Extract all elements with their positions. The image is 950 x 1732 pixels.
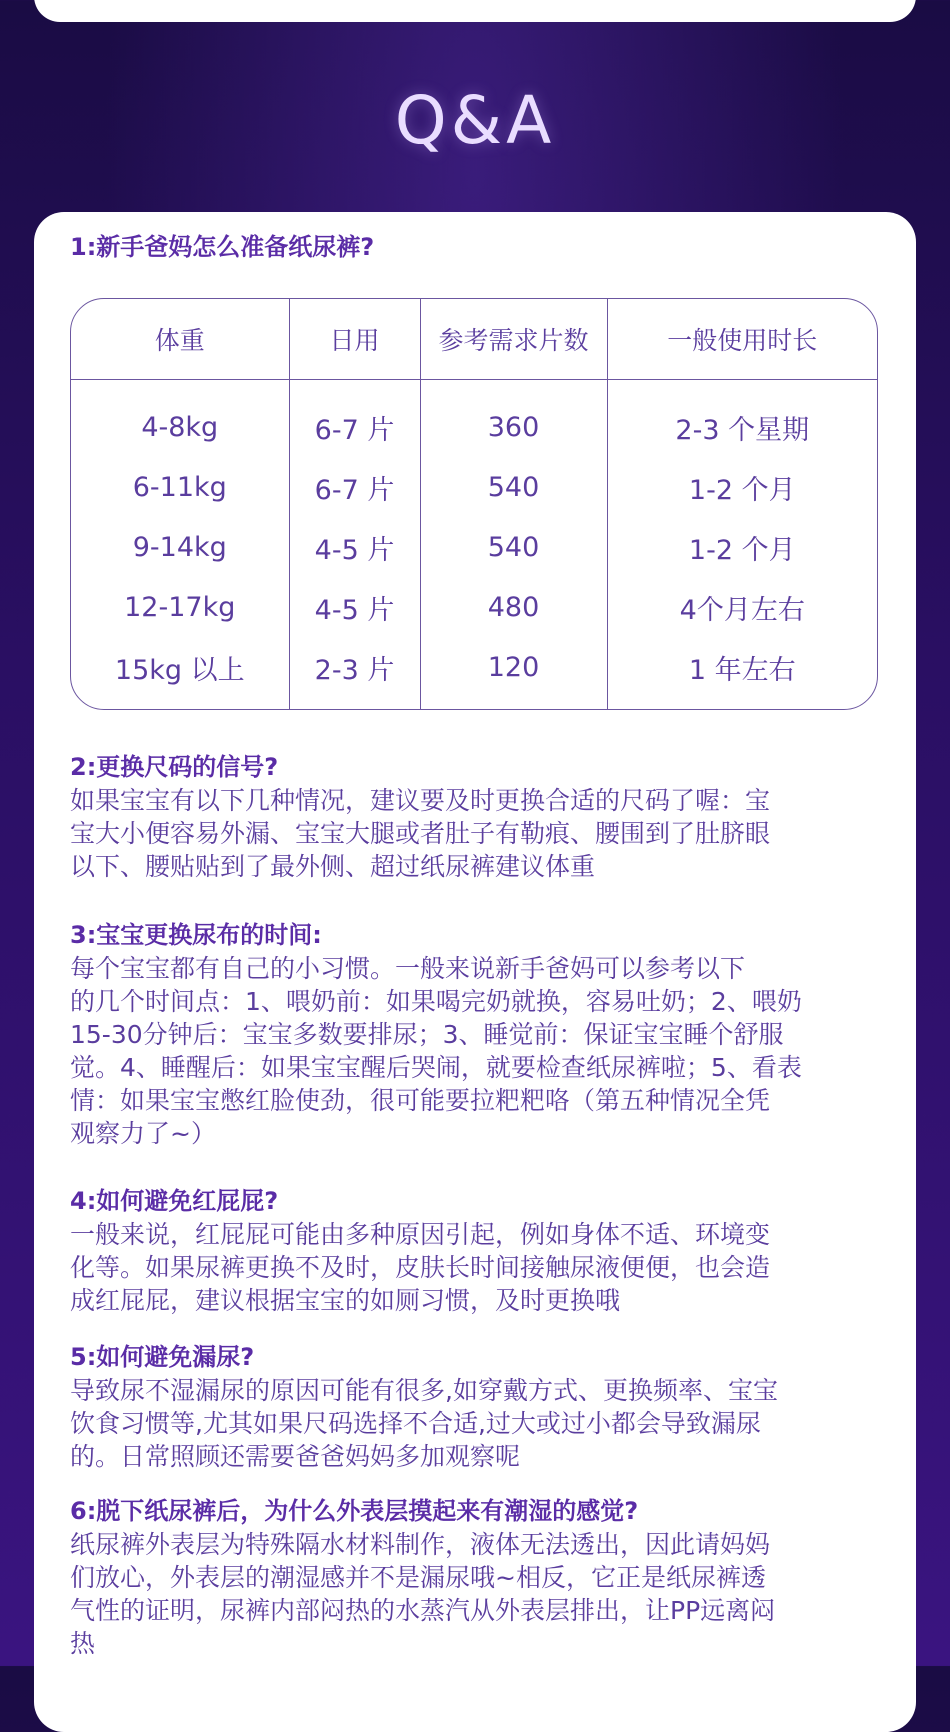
q1-section [70, 230, 880, 264]
q4-line: 成红屁屁，建议根据宝宝的如厕习惯，及时更换哦 [70, 1286, 621, 1315]
q6-section [70, 1494, 880, 1660]
q3-line: 每个宝宝都有自己的小习惯。一般来说新手爸妈可以参考以下 [70, 954, 746, 983]
header-count: 参考需求片数 [420, 299, 607, 380]
q6-line: 热 [70, 1629, 96, 1658]
q3-line: 的几个时间点：1、喂奶前：如果喝完奶就换，容易吐奶；2、喂奶 [70, 987, 802, 1016]
header-daily: 日用 [289, 299, 420, 380]
q3-line: 15-30分钟后：宝宝多数要排尿；3、睡觉前：保证宝宝睡个舒服 [70, 1020, 784, 1049]
q6-heading: 6:脱下纸尿裤后，为什么外表层摸起来有潮湿的感觉? [70, 1497, 639, 1525]
qa-title: Q&A [394, 82, 556, 159]
q2-line: 宝大小便容易外漏、宝宝大腿或者肚子有勒痕、腰围到了肚脐眼 [70, 819, 771, 848]
cell-daily: 2-3 片 [289, 638, 420, 709]
cell-count: 120 [420, 638, 607, 709]
q4-line: 化等。如果尿裤更换不及时，皮肤长时间接触尿液便便，也会造 [70, 1253, 771, 1282]
cell-weight: 6-11kg [71, 457, 289, 517]
q3-section [70, 918, 880, 1150]
q2-line: 以下、腰贴贴到了最外侧、超过纸尿裤建议体重 [70, 852, 596, 881]
q5-line: 饮食习惯等,尤其如果尺码选择不合适,过大或过小都会导致漏尿 [70, 1409, 761, 1438]
cell-count: 540 [420, 457, 607, 517]
cell-daily: 6-7 片 [289, 380, 420, 458]
cell-count: 540 [420, 518, 607, 578]
table-header-row [71, 299, 877, 380]
cell-duration: 1-2 个月 [688, 474, 796, 506]
q5-section [70, 1340, 880, 1473]
diaper-table [70, 298, 878, 710]
top-card [34, 0, 916, 22]
cell-duration: 1-2 个月 [688, 535, 796, 567]
q6-line: 纸尿裤外表层为特殊隔水材料制作，液体无法透出，因此请妈妈 [70, 1530, 771, 1559]
table-row [71, 638, 877, 709]
q3-line: 觉。4、睡醒后：如果宝宝醒后哭闹，就要检查纸尿裤啦；5、看表 [70, 1053, 802, 1082]
q6-line: 们放心，外表层的潮湿感并不是漏尿哦~相反，它正是纸尿裤透 [70, 1563, 766, 1592]
cell-count: 360 [420, 380, 607, 458]
q2-line: 如果宝宝有以下几种情况，建议要及时更换合适的尺码了喔：宝 [70, 786, 771, 815]
cell-duration: 4个月左右 [679, 595, 805, 627]
q3-heading: 3:宝宝更换尿布的时间: [70, 921, 322, 949]
q5-line: 的。日常照顾还需要爸爸妈妈多加观察呢 [70, 1442, 521, 1471]
cell-weight: 15kg 以上 [71, 638, 289, 709]
q4-section [70, 1184, 880, 1317]
q4-heading: 4:如何避免红屁屁? [70, 1187, 279, 1215]
table-row [71, 457, 877, 517]
cell-weight: 12-17kg [71, 578, 289, 638]
cell-daily: 4-5 片 [289, 578, 420, 638]
table-row [71, 578, 877, 638]
cell-duration: 1 年左右 [688, 655, 796, 687]
header-duration: 一般使用时长 [607, 299, 877, 380]
q2-section [70, 750, 880, 883]
q1-heading: 1:新手爸妈怎么准备纸尿裤? [70, 233, 375, 261]
table-row [71, 518, 877, 578]
cell-daily: 4-5 片 [289, 518, 420, 578]
q2-heading: 2:更换尺码的信号? [70, 753, 279, 781]
q3-line: 情：如果宝宝憋红脸使劲，很可能要拉粑粑咯（第五种情况全凭 [70, 1086, 771, 1115]
table-row [71, 380, 877, 458]
q5-heading: 5:如何避免漏尿? [70, 1343, 255, 1371]
q5-line: 导致尿不湿漏尿的原因可能有很多,如穿戴方式、更换频率、宝宝 [70, 1376, 778, 1405]
cell-count: 480 [420, 578, 607, 638]
q4-line: 一般来说，红屁屁可能由多种原因引起，例如身体不适、环境变 [70, 1220, 771, 1249]
q3-line: 观察力了~） [70, 1119, 216, 1148]
cell-weight: 4-8kg [71, 380, 289, 458]
header-weight: 体重 [71, 299, 289, 380]
cell-duration: 2-3 个星期 [675, 414, 810, 446]
q6-line: 气性的证明，尿裤内部闷热的水蒸汽从外表层排出，让PP远离闷 [70, 1596, 776, 1625]
cell-weight: 9-14kg [71, 518, 289, 578]
cell-daily: 6-7 片 [289, 457, 420, 517]
qa-content-card [34, 212, 916, 1732]
